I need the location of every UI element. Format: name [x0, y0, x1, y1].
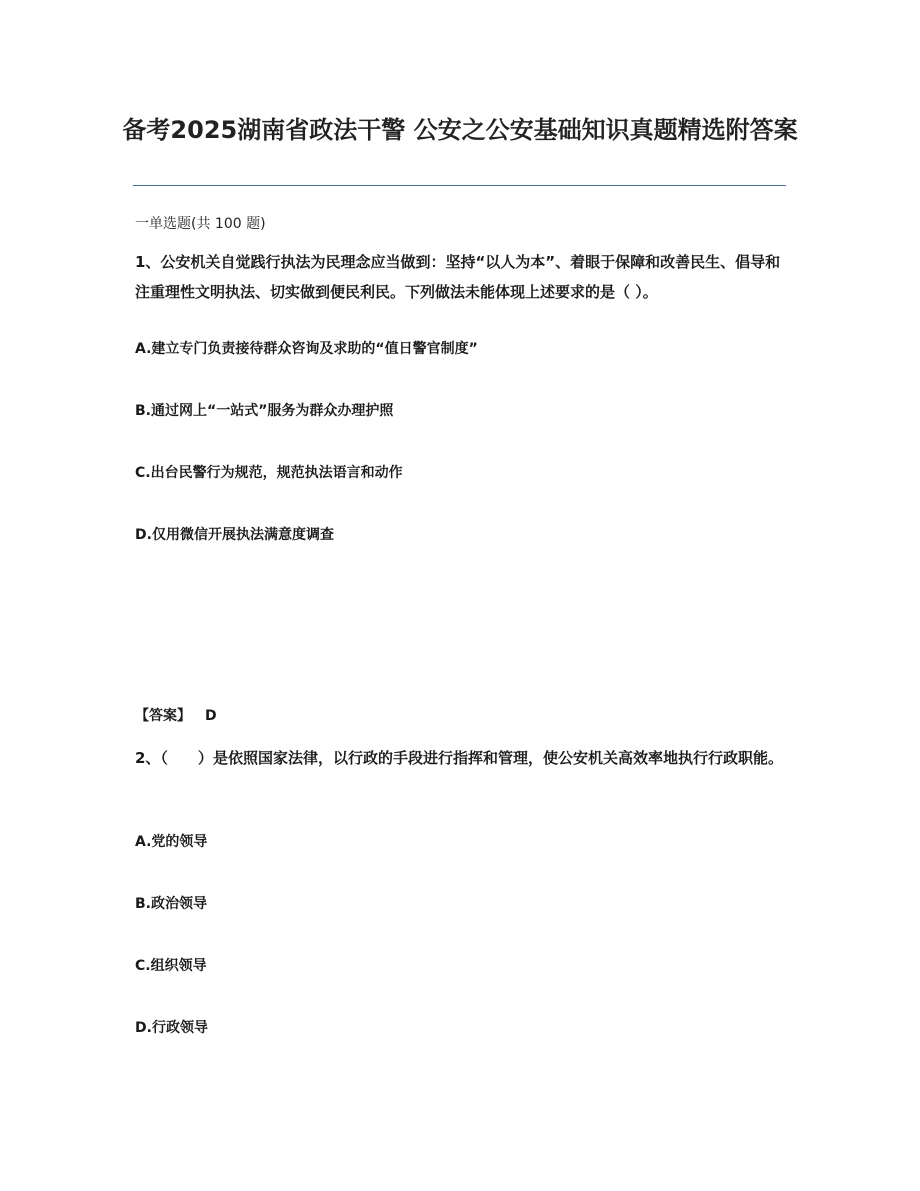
answer-label: 【答案】 — [135, 708, 191, 724]
question-1-option-b: B.通过网上“一站式”服务为群众办理护照 — [135, 403, 394, 419]
question-2-option-b: B.政治领导 — [135, 896, 207, 912]
question-1-answer — [135, 705, 217, 727]
question-1-option-c: C.出台民警行为规范，规范执法语言和动作 — [135, 465, 403, 481]
answer-value: D — [205, 708, 217, 724]
question-1-text: 1、公安机关自觉践行执法为民理念应当做到：坚持“以人为本”、着眼于保障和改善民生、倡导和注重理性文明执法、切实做到便民利民。下列做法未能体现上述要求的是（ ）。 — [135, 253, 781, 301]
question-2-option-a: A.党的领导 — [135, 834, 208, 850]
title-divider — [133, 185, 786, 186]
document-title: 备考2025湖南省政法干警 公安之公安基础知识真题精选附答案 — [122, 116, 798, 144]
question-1-option-a: A.建立专门负责接待群众咨询及求助的“值日警官制度” — [135, 341, 478, 357]
question-2-option-c: C.组织领导 — [135, 958, 207, 974]
question-1-option-d: D.仅用微信开展执法满意度调查 — [135, 527, 334, 543]
question-2-option-d: D.行政领导 — [135, 1020, 208, 1036]
section-heading: 一单选题(共 100 题) — [135, 216, 266, 232]
question-2-text: 2、（ ）是依照国家法律，以行政的手段进行指挥和管理，使公安机关高效率地执行行政职能。 — [135, 749, 783, 767]
